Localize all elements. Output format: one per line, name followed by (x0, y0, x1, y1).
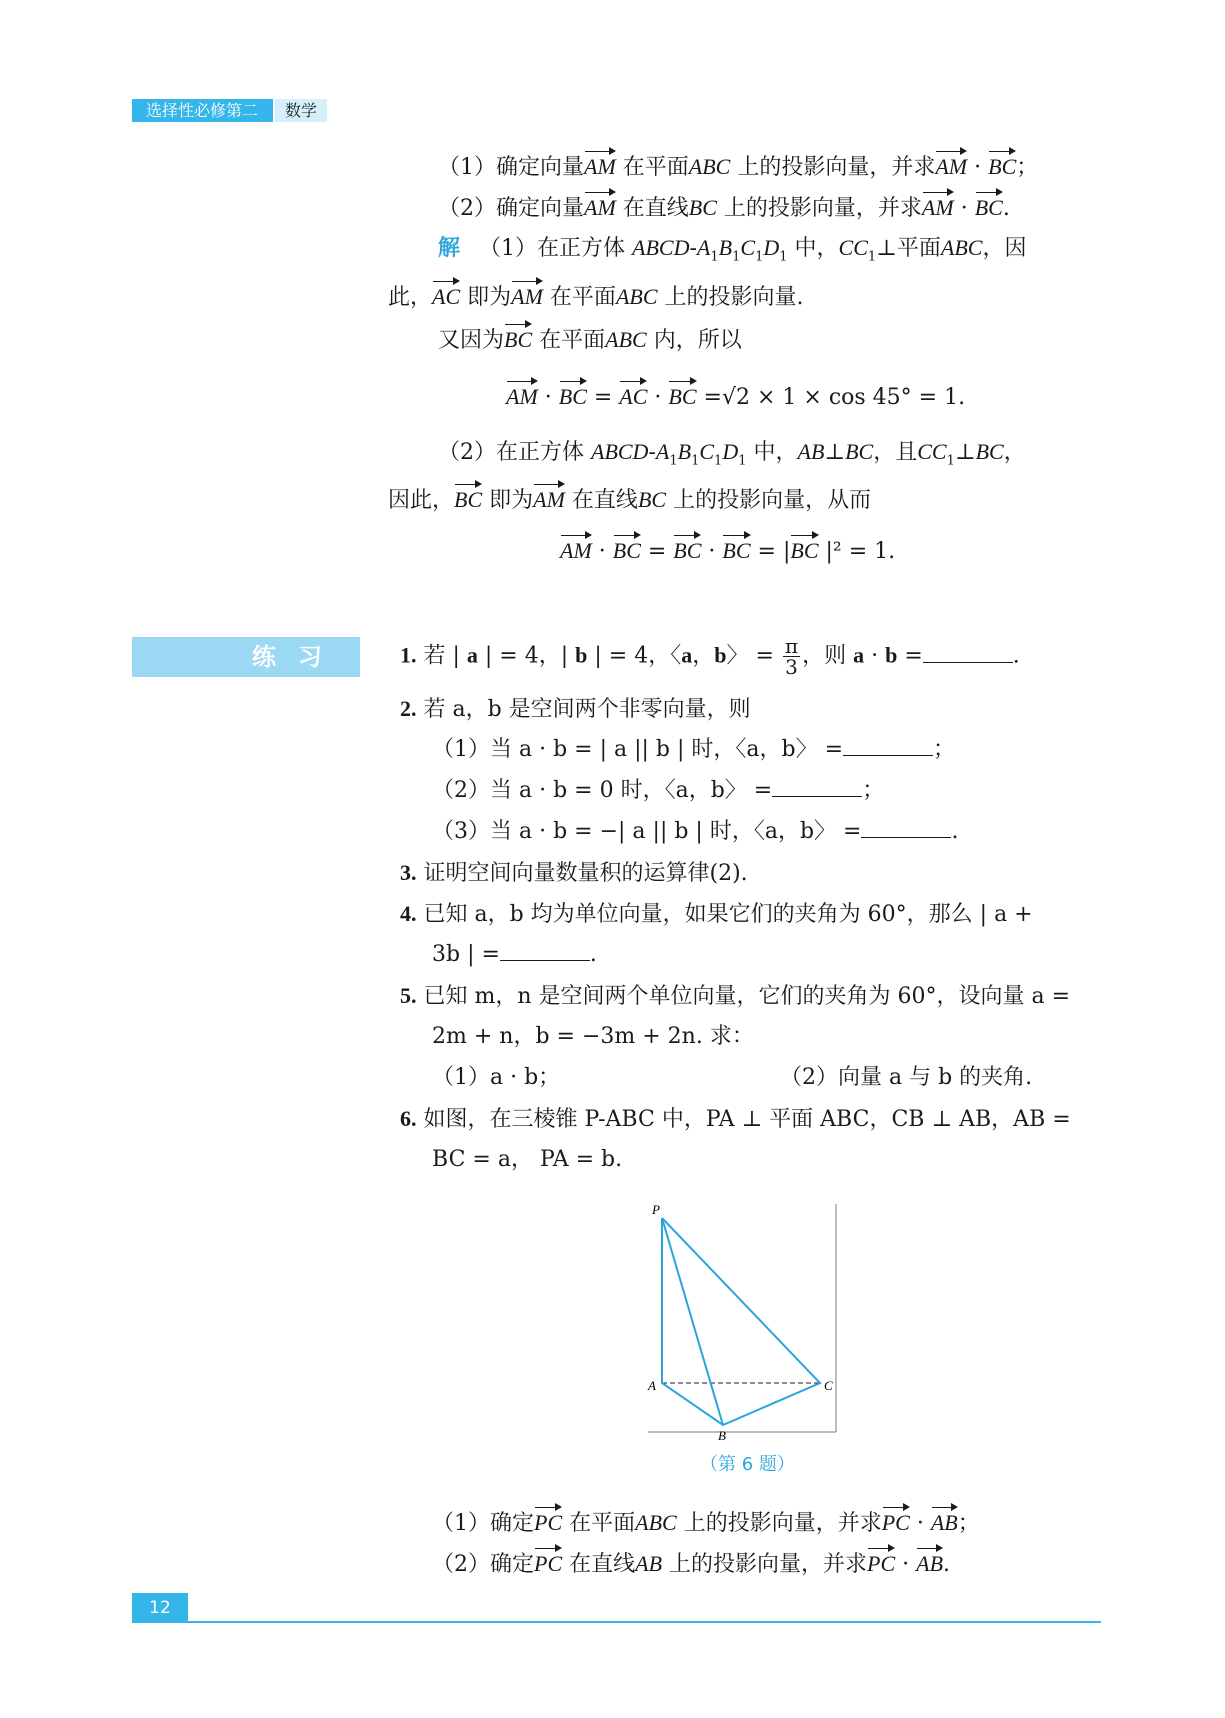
practice-item-2-sub3: （3）当 a · b = −| a || b | 时，〈a，b〉 = . (432, 819, 959, 844)
practice-item-6-line2: BC = a， PA = b. (432, 1147, 623, 1172)
solution-part1-line3: 又因为BC 在平面ABC 内，所以 (438, 323, 742, 356)
equation-2: AM · BC = BC · BC = |BC |² = 1. (560, 534, 895, 567)
vertex-P-label: P (652, 1202, 660, 1217)
solution-part1-line2: 此，AC 即为AM 在平面ABC 上的投影向量. (388, 280, 804, 313)
example-question-2: （2）确定向量AM 在直线BC 上的投影向量，并求AM · BC. (438, 191, 1010, 224)
practice-item-2-sub1: （1）当 a · b = | a || b | 时，〈a，b〉 = ； (432, 737, 956, 762)
practice-item-5-line2: 2m + n，b = −3m + 2n. 求： (432, 1024, 754, 1049)
answer-blank[interactable] (861, 817, 951, 838)
vertex-C-label: C (824, 1378, 833, 1393)
vertex-B-label: B (718, 1428, 726, 1440)
practice-item-5: 5. 已知 m，n 是空间两个单位向量，它们的夹角为 60°，设向量 a = (400, 983, 1071, 1009)
running-header (132, 99, 327, 143)
figure-caption: （第 6 题） (700, 1454, 795, 1475)
practice-item-6-sub1: （1）确定PC 在平面ABC 上的投影向量，并求PC · AB； (432, 1506, 980, 1539)
solution-part2: （2）在正方体 ABCD-$A_1B_1C_1D_1$ 中，AB⊥BC，且$CC_1\perp BC$， (438, 439, 1026, 469)
example-question-1: （1）确定向量AM 在平面ABC 上的投影向量，并求AM · BC； (438, 150, 1038, 183)
answer-blank[interactable] (843, 735, 933, 756)
solution-part2-line2: 因此，BC 即为AM 在直线BC 上的投影向量，从而 (388, 483, 871, 516)
book-title: 选择性必修第二册 (132, 99, 273, 122)
practice-item-5-sub1: （1）a · b； (432, 1065, 561, 1090)
practice-item-2-sub2: （2）当 a · b = 0 时，〈a，b〉 = ； (432, 778, 885, 803)
answer-blank[interactable] (923, 642, 1013, 663)
footer-rule (188, 1621, 1101, 1623)
practice-section-band (132, 637, 360, 677)
pi-over-3: $\frac{\pi}{3}$ (784, 634, 799, 679)
edges-visible (662, 1218, 820, 1425)
practice-item-6-sub2: （2）确定PC 在直线AB 上的投影向量，并求PC · AB. (432, 1547, 950, 1580)
equation-1: AM · BC = AC · BC =√2 × 1 × cos 45° = 1. (506, 380, 965, 413)
practice-item-2: 2. 若 a，b 是空间两个非零向量，则 (400, 696, 751, 722)
vector-AM: AM (584, 150, 616, 182)
practice-item-6: 6. 如图，在三棱锥 P-ABC 中，PA ⊥ 平面 ABC，CB ⊥ AB，AB = (400, 1106, 1071, 1132)
answer-blank[interactable] (500, 940, 590, 961)
practice-item-5-sub2: （2）向量 a 与 b 的夹角. (780, 1065, 1033, 1090)
practice-item-3: 3. 证明空间向量数量积的运算律(2). (400, 860, 748, 886)
page-number: 12 (132, 1593, 188, 1623)
solution-label: 解 (438, 236, 461, 261)
solution-part1: 解 （1）在正方体 ABCD-$A_1B_1C_1D_1$ 中，$CC_1\perp$平面ABC，因 (438, 235, 1027, 265)
subject-label: 数学 (275, 99, 327, 122)
practice-label: 练习 (252, 643, 344, 671)
vertex-A-label: A (648, 1378, 656, 1393)
answer-blank[interactable] (772, 776, 862, 797)
practice-item-4: 4. 已知 a，b 均为单位向量，如果它们的夹角为 60°，那么 | a + (400, 901, 1033, 927)
practice-item-4-line2: 3b | = . (432, 942, 597, 967)
practice-item-1: 1. 若 | a | = 4，| b | = 4，〈a，b〉 = $\frac{\pi}{3}$ ，则 a · b = . (400, 634, 1020, 679)
tetrahedron-figure (640, 1200, 840, 1440)
